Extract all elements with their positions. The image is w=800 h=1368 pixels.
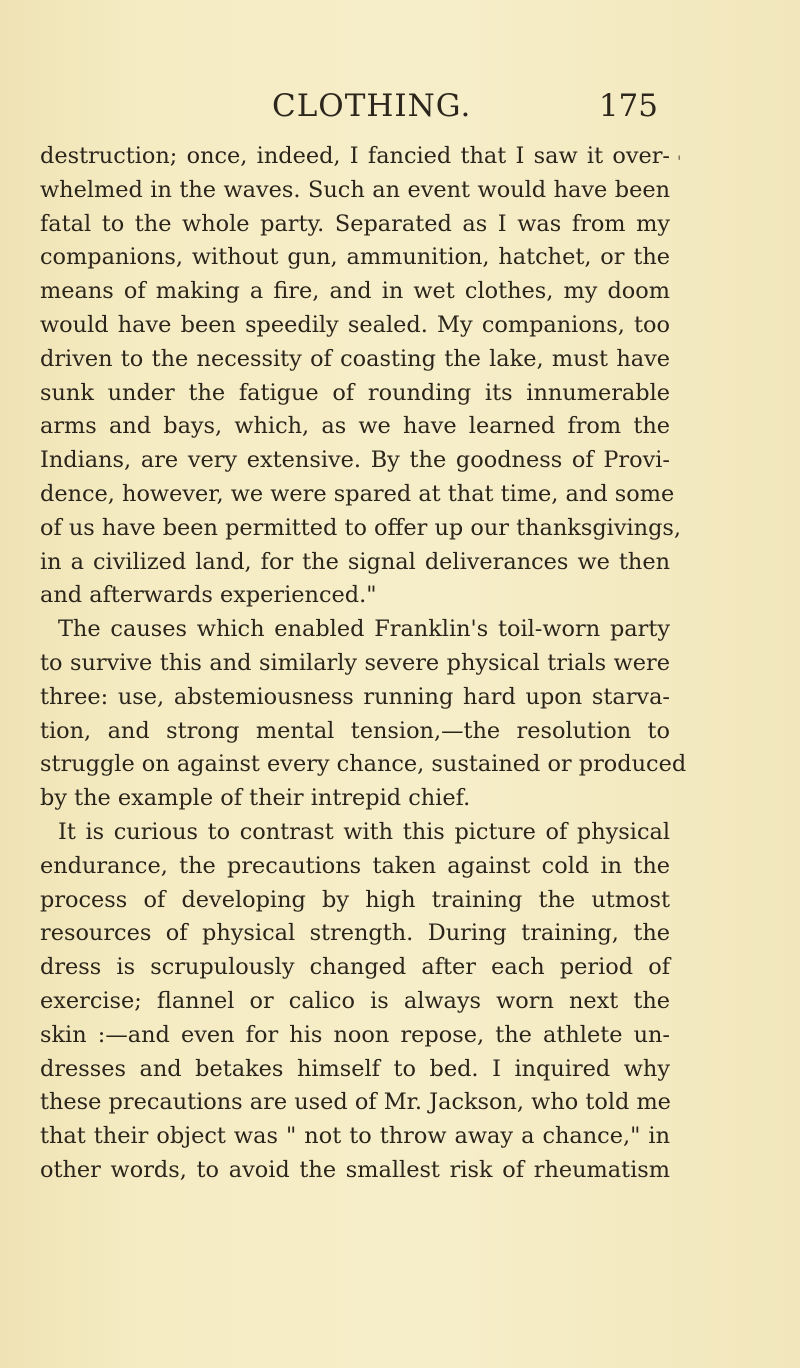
text-line: sunk under the fatigue of rounding its innumerable [40,379,670,406]
text-line: resources of physical strength. During training, the [40,920,670,947]
text-line: would have been speedily sealed. My companions, too [40,311,670,338]
text-line: driven to the necessity of coasting the lake, must have [40,345,670,372]
text-line: It is curious to contrast with this picture of physical [58,818,670,845]
text-line: skin :—and even for his noon repose, the athlete un- [40,1021,670,1048]
text-line: companions, without gun, ammunition, hatchet, or the [40,244,670,271]
page-number: 175 [598,88,658,124]
text-line: means of making a fire, and in wet clothes, my doom [40,278,670,305]
text-line: process of developing by high training the utmost [40,886,670,913]
text-line: to survive this and similarly severe physical trials were [40,649,670,676]
text-line: whelmed in the waves. Such an event would have been [40,176,670,203]
text-line: by the example of their intrepid chief. [40,785,471,812]
text-line: three: use, abstemiousness running hard upon starva- [40,683,670,710]
text-line: destruction; once, indeed, I fancied that I saw it over- [40,143,670,169]
text-line: tion, and strong mental tension,—the resolution to [40,717,670,744]
text-line: dence, however, we were spared at that time, and some [40,480,675,507]
text-line: struggle on against every chance, sustained or produced [40,751,687,778]
text-line: Indians, are very extensive. By the goodness of Provi- [40,447,670,474]
text-line: dress is scrupulously changed after each period of [40,954,670,981]
text-line: exercise; flannel or calico is always worn next the [40,987,670,1014]
text-line: and afterwards experienced." [40,582,377,609]
text-line: these precautions are used of Mr. Jackson, who told me [40,1089,671,1116]
text-line: endurance, the precautions taken against cold in the [40,852,670,879]
text-line: that their object was " not to throw away a chance," in [40,1123,670,1150]
text-line: The causes which enabled Franklin's toil-worn party [58,616,670,643]
body-text [40,140,687,1188]
text-line: in a civilized land, for the signal deliverances we then [40,548,670,575]
text-line: fatal to the whole party. Separated as I was from my [40,210,670,237]
text-line: other words, to avoid the smallest risk of rheumatism [40,1156,670,1183]
text-line: arms and bays, which, as we have learned from the [40,413,670,440]
text-line: dresses and betakes himself to bed. I inquired why [40,1055,670,1082]
page-header [0,86,800,126]
gutter-mark: ' [677,152,682,171]
running-head: CLOTHING. [272,88,472,124]
text-line: of us have been permitted to offer up our thanksgivings, [40,514,682,541]
